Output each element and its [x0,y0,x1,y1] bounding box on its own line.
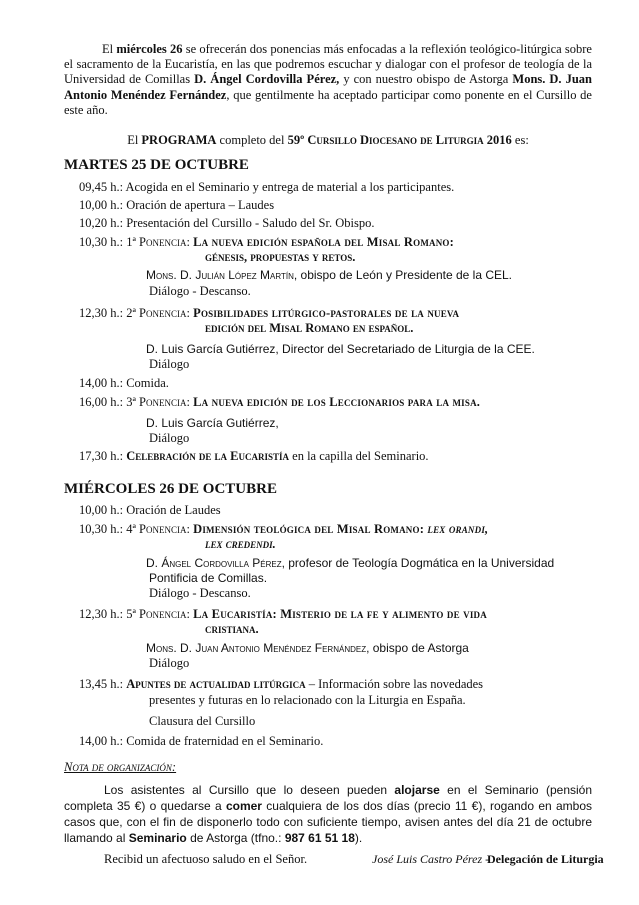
dialogue-line: Diálogo - Descanso. [149,284,251,298]
nota-text: ). [354,831,363,845]
schedule-row: 14,00 h.: Comida. [79,376,169,390]
speaker-line-cont: Pontificia de Comillas. [149,571,268,585]
schedule-row [79,449,599,464]
talk-title-cont: cristiana. [205,622,259,636]
dialogue-line: Diálogo [149,357,190,371]
nota-paragraph [64,782,592,846]
schedule-row [79,306,599,321]
apuntes-label: Apuntes de actualidad litúrgica [126,677,306,691]
nota-bold: Seminario [128,831,187,845]
dialogue-line: Diálogo [149,656,190,670]
speaker-role: , obispo de Astorga [366,641,469,655]
schedule-row [79,235,599,250]
nota-text: cualquiera de los dos días (precio 11 €), rogando en ambos casos que, con el fin de disponerlo todo con suficiente tiempo, avisen antes del día 21 de octubre llamando al [64,799,592,845]
speaker-line: D. Luis García Gutiérrez, Director del Secretariado de Liturgia de la CEE. [146,342,535,356]
programa-title: 59º Cursillo Diocesano de Liturgia 2016 [287,133,512,147]
intro-text: se ofrecerán dos ponencias más enfocadas a la reflexión teológico-litúrgica sobre el sacramento de la Eucaristía, en las que podremos escuchar y dialogar con el profesor de teología de la Universidad de Comillas [64,42,592,87]
row-time: 12,30 h.: [79,607,127,621]
clausura-line: Clausura del Cursillo [149,714,256,728]
schedule-row: 09,45 h.: Acogida en el Seminario y entrega de material a los participantes. [79,180,455,194]
signature: José Luis Castro Pérez - [372,852,490,866]
talk-title-italic: lex orandi, [427,522,489,536]
speaker-name: D. Ángel Cordovilla Pérez [146,556,282,570]
programa-line [64,133,592,148]
row-time: 12,30 h.: [79,306,127,320]
greeting: Recibid un afectuoso saludo en el Señor. [104,852,308,866]
row-time: 16,00 h.: [79,395,127,409]
schedule-row [79,607,599,622]
ponencia-label: 2ª Ponencia: [126,306,190,320]
row-time: 10,30 h.: [79,522,127,536]
delegation-name: Delegación de Liturgia [487,852,604,866]
nota-text: en el Seminario (pensión completa 35 €) o quedarse a [64,783,592,813]
schedule-row: 14,00 h.: Comida de fraternidad en el Seminario. [79,734,324,748]
row-time: 17,30 h.: [79,449,127,463]
row-time: 13,45 h.: [79,677,127,691]
row-text: – Información sobre las novedades [305,677,484,691]
intro-paragraph [64,42,592,118]
nota-phone: 987 61 51 18 [284,831,355,845]
programa-bold: PROGRAMA [141,133,217,147]
schedule-row [79,395,599,410]
intro-bold-bishop: Mons. D. Juan Antonio Menéndez Fernández [64,72,592,102]
row-text: en la capilla del Seminario. [289,449,429,463]
intro-bold-date: miércoles 26 [116,42,183,56]
nota-text: de Astorga (tfno.: [186,831,285,845]
schedule-row: 10,20 h.: Presentación del Cursillo - Saludo del Sr. Obispo. [79,216,375,230]
eucharist-label: Celebración de la Eucaristía [126,449,290,463]
talk-title: Posibilidades litúrgico-pastorales de la nueva [193,306,460,320]
dialogue-line: Diálogo [149,431,190,445]
talk-title-cont: edición del Misal Romano en español. [205,321,414,335]
speaker-line: D. Luis García Gutiérrez, [146,416,279,430]
talk-title: La nueva edición española del Misal Romano: [193,235,454,249]
speaker-name: Mons. D. Julián López Martín [146,268,294,282]
speaker-line [146,268,596,283]
talk-title: Dimensión teológica del Misal Romano: [193,522,428,536]
speaker-line [146,641,596,656]
row-text-cont: presentes y futuras en lo relacionado con la Liturgia en España. [149,693,466,707]
day2-heading: MIÉRCOLES 26 DE OCTUBRE [64,481,277,497]
talk-title: La Eucaristía: Misterio de la fe y alimento de vida [193,607,487,621]
ponencia-label: 1ª Ponencia: [126,235,190,249]
talk-title-cont: génesis, propuestas y retos. [205,250,356,264]
nota-bold: alojarse [394,783,440,797]
nota-heading: Nota de organización: [64,760,177,774]
programa-text: completo del [216,133,288,147]
speaker-line [146,556,596,571]
ponencia-label: 4ª Ponencia: [126,522,190,536]
intro-text: y con nuestro obispo de Astorga [339,72,513,87]
intro-text: El [102,42,117,56]
day1-heading: MARTES 25 DE OCTUBRE [64,157,249,173]
nota-bold: comer [225,799,262,813]
row-time: 10,30 h.: [79,235,127,249]
schedule-row [79,522,599,537]
schedule-row [79,677,599,692]
speaker-role: , profesor de Teología Dogmática en la Universidad [281,556,555,570]
schedule-row: 10,00 h.: Oración de apertura – Laudes [79,198,275,212]
ponencia-label: 5ª Ponencia: [126,607,190,621]
programa-text: es: [511,133,529,147]
talk-title-cont: lex credendi. [205,537,276,551]
dialogue-line: Diálogo - Descanso. [149,586,251,600]
speaker-name: Mons. D. Juan Antonio Menéndez Fernández [146,641,367,655]
ponencia-label: 3ª Ponencia: [126,395,190,409]
programa-text: El [127,133,142,147]
nota-text: Los asistentes al Cursillo que lo deseen pueden [104,783,395,797]
speaker-role: , obispo de León y Presidente de la CEL. [293,268,513,282]
schedule-row: 10,00 h.: Oración de Laudes [79,503,221,517]
intro-text: , que gentilmente ha aceptado participar como ponente en el Cursillo de este año. [64,87,592,117]
talk-title: La nueva edición de los Leccionarios para la misa. [193,395,481,409]
intro-bold-speaker: D. Ángel Cordovilla Pérez, [194,72,340,87]
